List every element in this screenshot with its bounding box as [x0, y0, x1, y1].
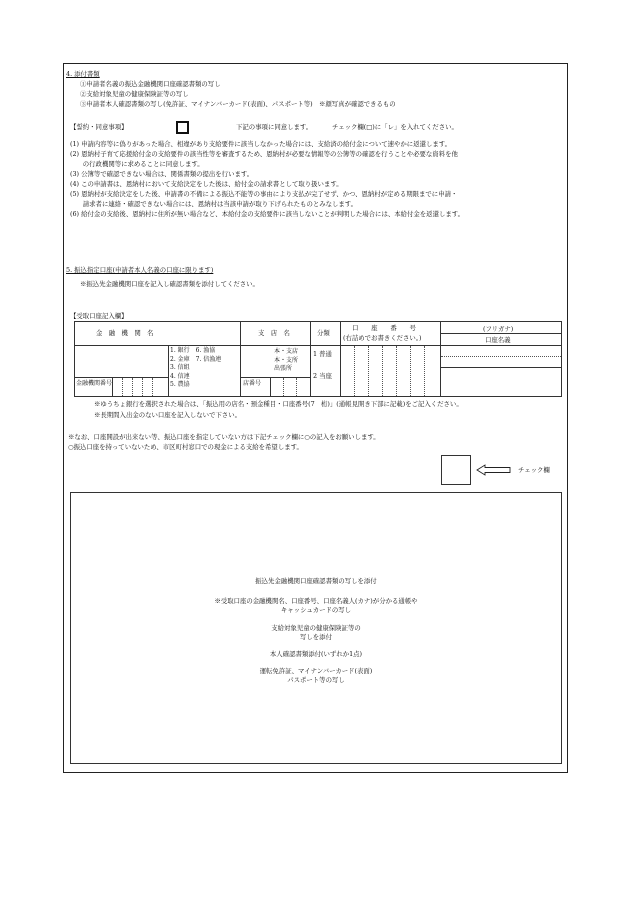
bank-type: 2. 金庫 7. 信漁連: [170, 355, 222, 363]
cash-note: ○振込口座を持っていないため、市区町村窓口での現金による支給を希望します。: [68, 443, 303, 451]
bank-type: 3. 信組: [170, 364, 190, 371]
header-furigana: (フリガナ): [483, 325, 514, 333]
attach-line: 運転免許証、マイナンバーカード(表面): [259, 667, 373, 675]
section4-heading: 4. 添付書類: [66, 70, 100, 78]
branch-type-list: [274, 348, 298, 374]
attach-line: 支給対象児童の健康保険証等の: [271, 624, 361, 632]
header-holder: 口座名義: [485, 336, 511, 344]
attach-line: ※受取口座の金融機関名、口座番号、口座名義人(カナ)が分かる通帳や: [214, 597, 418, 605]
branch-type: 本・支所: [274, 356, 299, 364]
consent-item: (3) 公簿等で確認できない場合は、関係書類の提出を行います。: [70, 170, 254, 178]
consent-item: 請求者に連絡・確認できない場合には、恩納村は当該申請が取り下げられたものとみなします。: [70, 200, 358, 208]
branch-type: 本・支店: [274, 348, 299, 355]
consent-item: (6) 給付金の支給後、恩納村に住所が無い場合など、本給付金の支給要件に該当しないことが判明した場合には、本給付金を返還します。: [70, 210, 465, 218]
check-label: チェック欄: [518, 466, 550, 474]
table-label: 【受取口座記入欄】: [70, 312, 128, 320]
attach-line: 写しを添付: [300, 633, 332, 641]
header-account: 口 座 番 号: [352, 324, 416, 332]
consent-check-instruction: チェック欄(□)に「レ」を入れてください。: [332, 123, 458, 131]
cash-checkbox[interactable]: [441, 455, 471, 485]
header-branch: 支 店 名: [258, 329, 290, 337]
section4-item: ②支給対象児童の健康保険証等の写し: [80, 90, 189, 98]
attach-line: 本人確認書類添付(いずれか1点): [269, 650, 363, 658]
account-type: 2 当座: [313, 372, 332, 380]
furigana-field[interactable]: [441, 346, 561, 366]
consent-item: (5) 恩納村が支給決定をした後、申請書の不備による振込不能等の事由により支払が完了せず、かつ、恩納村が定める期限までに申請・: [70, 190, 458, 198]
post-note: ※長期間入出金のない口座を記入しないで下さい。: [94, 411, 241, 419]
consent-item: の行政機関等に求めることに同意します。: [70, 160, 204, 168]
header-bank: 金 融 機 関 名: [96, 329, 154, 337]
post-note: ※ゆうちょ銀行を選択された場合は、「振込用の店名・預金種目・口座番号(7 桁)」(通帳見開き下部に記載)をご記入ください。: [94, 400, 463, 408]
consent-item: (1) 申請内容等に偽りがあった場合、相違があり支給要件に該当しなかった場合には、支給済の給付金について速やかに返還します。: [70, 140, 452, 148]
bank-type: 5. 農協: [170, 381, 190, 388]
header-account-note: (右詰めでお書きください。): [343, 334, 422, 342]
consent-item: (2) 恩納村子育て応援給付金の支給要件の該当性等を審査するため、恩納村が必要な情報等の公簿等の確認を行うことや必要な資料を他: [70, 150, 458, 158]
account-number-field[interactable]: [341, 346, 439, 396]
bank-name-field[interactable]: [75, 346, 167, 376]
account-holder-field[interactable]: [441, 368, 561, 396]
branch-code-label: 店番号: [243, 380, 262, 387]
attach-line: 振込先金融機関口座確認書類の写しを添付: [255, 577, 377, 585]
account-type: 1 普通: [313, 350, 332, 358]
section4-item: ①申請者名義の振込金融機関口座確認書類の写し: [80, 80, 221, 88]
consent-label: 【誓約・同意事項】: [70, 123, 128, 131]
bank-type: 1. 銀行 6. 漁協: [170, 347, 216, 354]
section5-heading: 5. 振込指定口座(申請者本人名義の口座に限ります): [66, 266, 214, 274]
section5-note: ※振込先金融機関口座を記入し確認書類を添付してください。: [80, 280, 259, 288]
branch-type: 出張所: [274, 365, 293, 372]
arrow-left-icon: [476, 464, 512, 476]
bank-code-label: 金融機関番号: [76, 380, 113, 387]
cash-note: ※なお、口座開設が出来ない等、振込口座を指定していない方は下記チェック欄に○の記入をお願いします。: [68, 433, 380, 441]
header-type: 分類: [317, 329, 330, 337]
attach-line: パスポート等の写し: [287, 676, 345, 684]
branch-name-field[interactable]: [241, 346, 273, 376]
attachment-area: [70, 492, 562, 764]
attach-line: キャッシュカードの写し: [280, 606, 352, 614]
consent-agree-text: 下記の事項に同意します。: [236, 123, 313, 131]
consent-item: (4) この申請書は、恩納村において支給決定をした後は、給付金の請求書として取り扱います。: [70, 180, 343, 188]
section4-item: ③申請者本人確認書類の写し(免許証、マイナンバーカード(表面)、パスポート等) ※顔写真が確認できるもの: [80, 100, 396, 108]
bank-type-list: [170, 347, 221, 390]
consent-checkbox[interactable]: [176, 121, 189, 134]
bank-type: 4. 信連: [170, 372, 190, 380]
